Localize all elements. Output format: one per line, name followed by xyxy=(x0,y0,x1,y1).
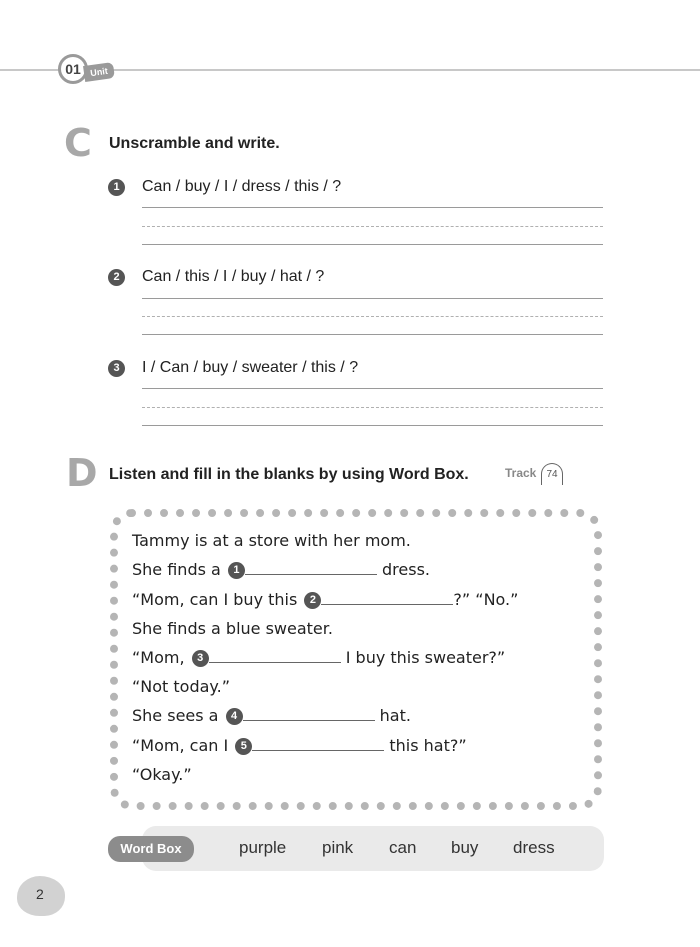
story-line xyxy=(132,560,430,580)
blank-number: 3 xyxy=(192,650,209,667)
answer-line-top xyxy=(142,207,603,208)
word-box-label: Word Box xyxy=(108,836,194,862)
section-d-title: Listen and fill in the blanks by using Word Box. xyxy=(109,466,469,483)
story-text: “Mom, can I buy this xyxy=(132,590,303,609)
question-number: 1 xyxy=(108,179,125,196)
story-line: Tammy is at a store with her mom. xyxy=(132,531,411,550)
headphones-icon[interactable] xyxy=(541,463,563,485)
story-text: dress. xyxy=(376,560,430,579)
blank-number: 4 xyxy=(226,708,243,725)
story-text: this hat?” xyxy=(384,736,467,755)
section-c-title: Unscramble and write. xyxy=(109,135,280,152)
story-line xyxy=(132,648,505,668)
blank-number: 2 xyxy=(304,592,321,609)
answer-line-mid xyxy=(142,226,603,227)
answer-line-base xyxy=(142,425,603,426)
word-purple: purple xyxy=(239,838,287,857)
blank-number: 5 xyxy=(235,738,252,755)
story-line xyxy=(132,590,518,610)
story-line: She finds a blue sweater. xyxy=(132,619,333,638)
question-text: Can / this / I / buy / hat / ? xyxy=(142,268,325,285)
section-d-letter: D xyxy=(66,451,98,495)
blank-2[interactable] xyxy=(321,590,453,605)
story-text: “Mom, xyxy=(132,648,190,667)
answer-line-mid xyxy=(142,407,603,408)
answer-line-mid xyxy=(142,316,603,317)
answer-line-top xyxy=(142,298,603,299)
question-text: I / Can / buy / sweater / this / ? xyxy=(142,359,359,376)
story-text: She finds a xyxy=(132,560,226,579)
story-text: hat. xyxy=(374,706,411,725)
unit-number: 01 xyxy=(58,54,88,84)
story-line xyxy=(132,736,467,756)
track-number: 74 xyxy=(546,469,558,480)
section-c-letter: C xyxy=(64,121,92,165)
unit-label: Unit xyxy=(83,62,115,82)
question-text: Can / buy / I / dress / this / ? xyxy=(142,178,342,195)
answer-line-top xyxy=(142,388,603,389)
word-dress: dress xyxy=(513,838,555,857)
story-text: “Mom, can I xyxy=(132,736,234,755)
word-can: can xyxy=(389,838,417,857)
answer-line-base xyxy=(142,244,603,245)
blank-number: 1 xyxy=(228,562,245,579)
blank-5[interactable] xyxy=(252,736,384,751)
story-line: “Okay.” xyxy=(132,765,192,784)
blank-4[interactable] xyxy=(243,706,375,721)
track-label: Track xyxy=(505,466,537,480)
word-buy: buy xyxy=(451,838,479,857)
story-text: ?” “No.” xyxy=(453,590,519,609)
story-line xyxy=(132,706,411,726)
story-line: “Not today.” xyxy=(132,677,230,696)
unit-badge xyxy=(58,54,118,88)
answer-line-base xyxy=(142,334,603,335)
page-number: 2 xyxy=(36,886,44,902)
question-number: 2 xyxy=(108,269,125,286)
question-number: 3 xyxy=(108,360,125,377)
blank-3[interactable] xyxy=(209,648,341,663)
blank-1[interactable] xyxy=(245,560,377,575)
word-pink: pink xyxy=(322,838,354,857)
story-text: She sees a xyxy=(132,706,224,725)
story-text: I buy this sweater?” xyxy=(340,648,506,667)
